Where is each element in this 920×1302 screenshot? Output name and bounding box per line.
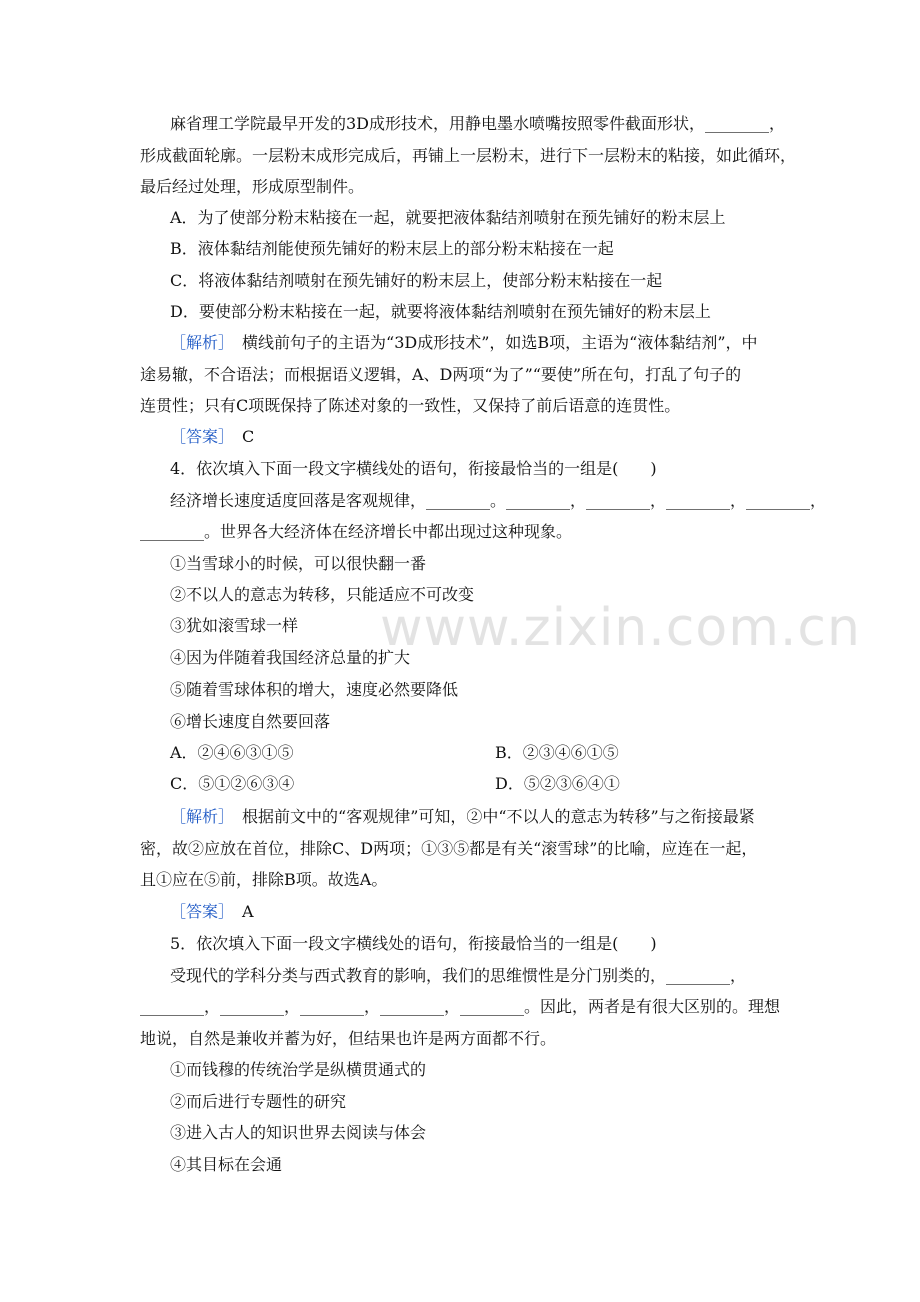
q4-item-5: ⑤随着雪球体积的增大，速度必然要降低	[170, 680, 459, 699]
q4-item-3: ③犹如滚雪球一样	[170, 616, 299, 635]
q4-item-4: ④因为伴随着我国经济总量的扩大	[170, 648, 411, 667]
q3-analysis-line-3: 连贯性；只有C项既保持了陈述对象的一致性，又保持了前后语意的连贯性。	[140, 396, 681, 415]
analysis-tag: ［解析］	[170, 333, 227, 352]
q3-stem-line-3: 最后经过处理，形成原型制件。	[140, 177, 365, 196]
q3-stem-line-2: 形成截面轮廓。一层粉末成形完成后，再铺上一层粉末，进行下一层粉末的粘接，如此循环，	[140, 146, 797, 165]
q4-answer	[170, 901, 254, 923]
q5-item-1: ①而钱穆的传统治学是纵横贯通式的	[170, 1060, 427, 1079]
q4-analysis-line-1	[170, 806, 755, 828]
q3-analysis-text-1: 横线前句子的主语为“3D成形技术”，如选B项，主语为“液体黏结剂”，中	[226, 333, 758, 352]
q3-option-a: A．为了使部分粉末粘接在一起，就要把液体黏结剂喷射在预先铺好的粉末层上	[170, 208, 726, 227]
q5-stem-line-2: ________，________，________，________，________。因此，两者是有很大区别的。理想	[140, 997, 781, 1016]
q5-item-2: ②而后进行专题性的研究	[170, 1092, 347, 1111]
q4-analysis-text-1: 根据前文中的“客观规律”可知，②中“不以人的意志为转移”与之衔接最紧	[226, 807, 755, 826]
q3-option-d: D．要使部分粉末粘接在一起，就要将液体黏结剂喷射在预先铺好的粉末层上	[170, 302, 711, 321]
q5-stem-line-3: 地说，自然是兼收并蓄为好，但结果也许是两方面都不行。	[140, 1029, 557, 1048]
q4-title: 4．依次填入下面一段文字横线处的语句，衔接最恰当的一组是( )	[170, 459, 657, 478]
q5-item-3: ③进入古人的知识世界去阅读与体会	[170, 1123, 427, 1142]
q5-title: 5．依次填入下面一段文字横线处的语句，衔接最恰当的一组是( )	[170, 934, 657, 953]
q3-stem-line-1: 麻省理工学院最早开发的3D成形技术，用静电墨水喷嘴按照零件截面形状，________，	[170, 114, 786, 133]
q4-stem-line-1: 经济增长速度适度回落是客观规律，________。________，________，________，________，	[170, 491, 827, 510]
q3-analysis-line-2: 途易辙，不合语法；而根据语义逻辑，A、D两项“为了”“要使”所在句，打乱了句子的	[140, 365, 742, 384]
q4-analysis-line-2: 密，故②应放在首位，排除C、D两项；①③⑤都是有关“滚雪球”的比喻，应连在一起，	[140, 839, 758, 858]
q3-answer	[170, 426, 254, 448]
q4-option-c: C．⑤①②⑥③④	[170, 774, 295, 793]
q3-answer-value: C	[226, 427, 255, 446]
q5-item-4: ④其目标在会通	[170, 1155, 283, 1174]
q4-option-a: A．②④⑥③①⑤	[170, 743, 294, 762]
q3-option-b: B．液体黏结剂能使预先铺好的粉末层上的部分粉末粘接在一起	[170, 239, 614, 258]
q3-option-c: C．将液体黏结剂喷射在预先铺好的粉末层上，使部分粉末粘接在一起	[170, 271, 663, 290]
answer-tag: ［答案］	[170, 902, 227, 921]
q4-item-2: ②不以人的意志为转移，只能适应不可改变	[170, 585, 475, 604]
q4-stem-line-2: ________。世界各大经济体在经济增长中都出现过这种现象。	[140, 522, 573, 541]
q4-analysis-line-3: 且①应在⑤前，排除B项。故选A。	[140, 870, 388, 889]
q3-analysis-line-1	[170, 332, 758, 354]
answer-tag: ［答案］	[170, 427, 227, 446]
analysis-tag: ［解析］	[170, 807, 227, 826]
q4-option-d: D．⑤②③⑥④①	[495, 774, 620, 793]
q4-item-6: ⑥增长速度自然要回落	[170, 712, 331, 731]
q5-stem-line-1: 受现代的学科分类与西式教育的影响，我们的思维惯性是分门别类的，________，	[170, 966, 747, 985]
q4-item-1: ①当雪球小的时候，可以很快翻一番	[170, 554, 427, 573]
q4-option-b: B．②③④⑥①⑤	[495, 743, 619, 762]
watermark: www.zixin.com.cn	[380, 598, 861, 658]
q4-answer-value: A	[226, 902, 254, 921]
